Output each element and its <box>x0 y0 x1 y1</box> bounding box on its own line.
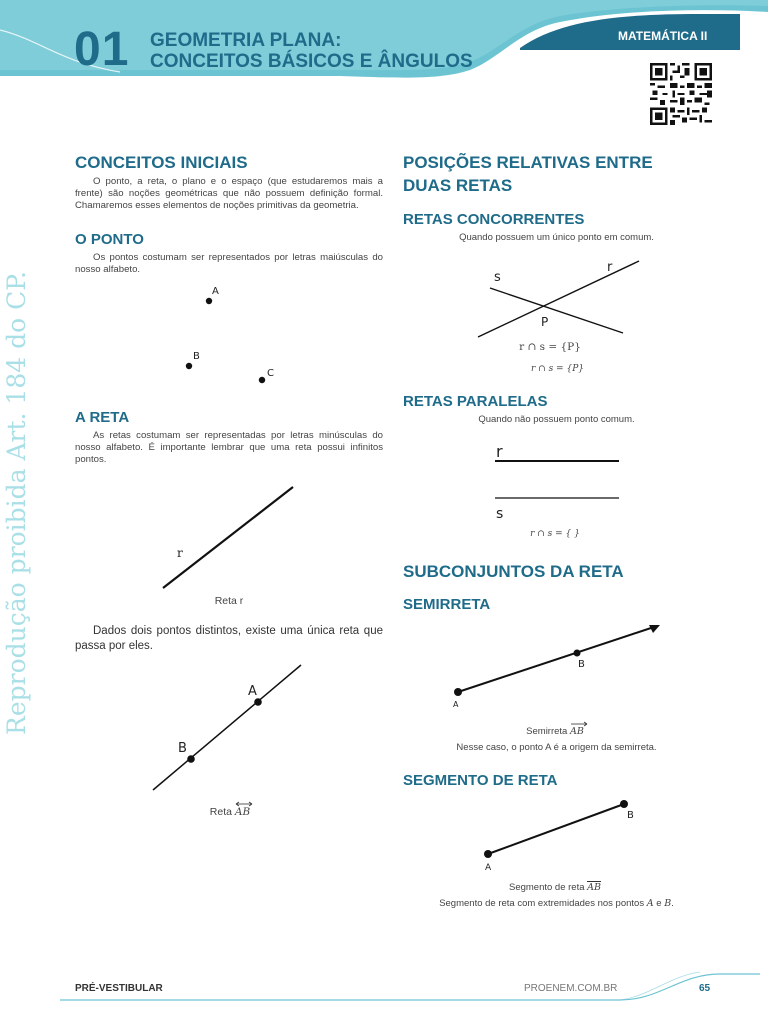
caption-segmento <box>490 882 620 893</box>
caption-reta-r: Reta r <box>214 595 244 607</box>
semirreta-point-b-dot <box>574 650 581 657</box>
footer-site-link[interactable]: PROENEM.COM.BR <box>524 983 618 994</box>
caption-reta-ab-symbol: AB <box>235 806 250 818</box>
label-p-concurrent: P <box>541 315 549 329</box>
points-figure <box>170 280 290 390</box>
heading-posicoes-line2: DUAS RETAS <box>403 176 513 195</box>
heading-a-reta: A RETA <box>75 409 130 426</box>
caption-semirreta <box>500 726 610 737</box>
chapter-number: 01 <box>74 23 130 76</box>
point-a-dot <box>206 298 212 304</box>
segmento-line <box>488 804 624 854</box>
arrow-right-icon <box>570 721 588 727</box>
formula-concorrentes-2: r ∩ s = {P} <box>531 364 584 374</box>
heading-subconjuntos-reta: SUBCONJUNTOS DA RETA <box>403 562 624 581</box>
point-a-label: A <box>212 286 219 297</box>
point-b-label: B <box>193 351 200 362</box>
segmento-figure <box>478 796 638 878</box>
text-retas-concorrentes: Quando possuem um único ponto em comum. <box>459 232 654 243</box>
qr-code-icon[interactable] <box>650 63 712 125</box>
line-ab-point-a-label: A <box>248 684 257 699</box>
heading-retas-concorrentes: RETAS CONCORRENTES <box>403 211 585 228</box>
formula-paralelas: r ∩ s = { } <box>530 529 580 539</box>
paragraph-dois-pontos: Dados dois pontos distintos, existe uma única reta que passa por eles. <box>75 625 383 652</box>
heading-posicoes-relativas <box>403 151 653 197</box>
caption-semirreta-prefix: Semirreta <box>526 726 568 737</box>
heading-retas-paralelas: RETAS PARALELAS <box>403 393 548 410</box>
semirreta-point-a-dot <box>454 688 462 696</box>
footer-page-number: 65 <box>699 983 711 994</box>
line-r-label: r <box>177 546 183 560</box>
heading-semirreta: SEMIRRETA <box>403 596 491 613</box>
caption-reta-ab <box>185 806 275 818</box>
segmento-point-a-label: A <box>485 863 492 873</box>
label-s-concurrent: s <box>494 270 501 285</box>
chapter-title-line1: GEOMETRIA PLANA: <box>150 30 342 51</box>
note-segmento: Segmento de reta com extremidades nos pontos A e B. <box>439 898 674 909</box>
note-semirreta: Nesse caso, o ponto A é a origem da semirreta. <box>456 742 657 753</box>
segmento-point-a-dot <box>484 850 492 858</box>
chapter-title-line2: CONCEITOS BÁSICOS E ÂNGULOS <box>150 51 473 72</box>
chapter-title <box>150 30 473 72</box>
heading-posicoes-line1: POSIÇÕES RELATIVAS ENTRE <box>403 153 653 172</box>
segmento-point-b-dot <box>620 800 628 808</box>
line-ab <box>153 665 301 790</box>
line-ab-figure <box>150 662 306 794</box>
semirreta-point-b-label: B <box>578 659 585 670</box>
line-r-figure <box>160 484 300 594</box>
watermark: Reprodução proibida Art. 184 do CP. <box>2 271 31 735</box>
heading-segmento-reta: SEGMENTO DE RETA <box>403 772 558 789</box>
line-r <box>163 487 293 588</box>
semirreta-line <box>458 627 654 692</box>
label-r-parallel: r <box>496 442 503 461</box>
line-ab-point-b-label: B <box>178 741 187 756</box>
point-c-label: C <box>267 368 274 379</box>
line-s-concurrent <box>490 288 623 333</box>
paragraph-a-reta: As retas costumam ser representadas por letras minúsculas do nosso alfabeto. É importante lembrar que uma reta possui infinitos pontos. <box>75 430 383 465</box>
text-retas-paralelas: Quando não possuem ponto comum. <box>478 414 635 425</box>
parallel-lines-figure <box>490 438 630 524</box>
subject-label: MATEMÁTICA II <box>618 29 708 43</box>
caption-segmento-prefix: Segmento de reta <box>508 882 585 893</box>
heading-o-ponto: O PONTO <box>75 231 144 248</box>
paragraph-conceitos-iniciais: O ponto, a reta, o plano e o espaço (que estudaremos mais a frente) são noções geométricas que não possuem definição formal. Chamaremos esses elementos de noções primitivas da geometria. <box>75 176 383 211</box>
caption-segmento-symbol: AB <box>587 882 601 893</box>
double-arrow-icon <box>235 801 253 807</box>
segmento-point-b-label: B <box>627 810 634 821</box>
point-b-dot <box>186 363 192 369</box>
paragraph-o-ponto: Os pontos costumam ser representados por letras maiúsculas do nosso alfabeto. <box>75 252 383 275</box>
concurrent-lines-figure <box>470 255 645 345</box>
caption-semirreta-symbol: AB <box>570 726 584 737</box>
footer-course: PRÉ-VESTIBULAR <box>75 983 163 994</box>
point-c-dot <box>259 377 265 383</box>
semirreta-point-a-label: A <box>453 700 459 709</box>
label-r-concurrent: r <box>607 260 613 275</box>
label-s-parallel: s <box>496 506 504 522</box>
caption-reta-ab-prefix: Reta <box>209 806 232 818</box>
line-ab-point-b-dot <box>187 755 195 763</box>
line-r-concurrent <box>478 261 639 337</box>
line-ab-point-a-dot <box>254 698 262 706</box>
heading-conceitos-iniciais: CONCEITOS INICIAIS <box>75 153 248 172</box>
semirreta-figure <box>450 620 665 712</box>
formula-concorrentes-1: r ∩ s = {P} <box>519 341 581 353</box>
